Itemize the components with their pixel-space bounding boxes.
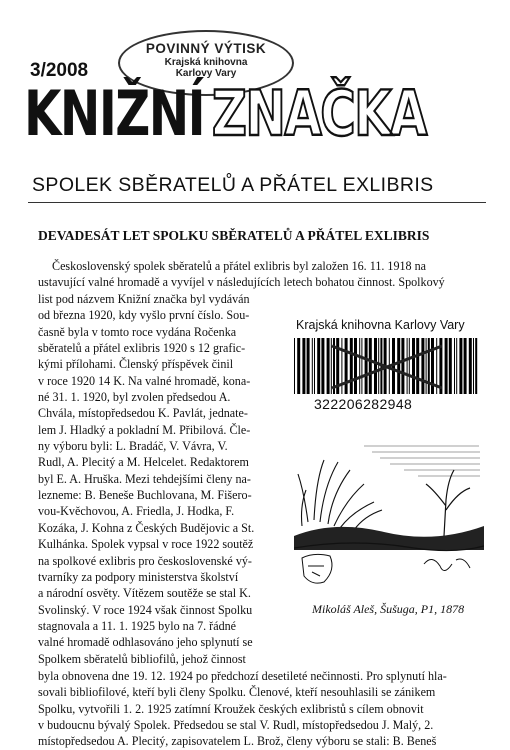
text-line: tvarníky za podpory ministerstva školství — [38, 569, 239, 584]
barcode-bar — [469, 338, 472, 394]
text-line: kými přílohami. Členský příspěvek činil — [38, 357, 234, 372]
text-line: Spolku, vytvořili 1. 2. 1925 zatímní Kroužek českých exlibristů s cílem obnovit — [38, 701, 424, 716]
text-line: ustavující valné hromadě a vyvíjel v následujících letech bohatou činnost. Spolkový — [38, 275, 445, 290]
text-line: Rudl, A. Plecitý a M. Helcelet. Redaktorem — [38, 455, 249, 470]
barcode-label — [286, 318, 486, 418]
text-line: od března 1920, kdy vyšlo první číslo. Sou- — [38, 308, 250, 323]
barcode-bar — [426, 338, 427, 394]
text-line: Kulhánka. Spolek vypsal v roce 1922 soutěž — [38, 537, 254, 552]
text-line: Spolkem sběratelů bibliofilů, jehož činnost — [38, 651, 246, 666]
text-line: sovali bibliofilové, kteří byli členy Spolku. Členové, kteří nesouhlasili se zánikem — [38, 685, 436, 700]
text-line: v budoucnu bývalý Spolek. Předsedou se stal V. Rudl, místopředsedou J. Malý, 2. — [38, 718, 434, 733]
text-line: byl E. A. Hruška. Mezi tehdejšími členy na- — [38, 471, 251, 486]
text-line: a národní osvěty. Vítězem soutěže se stal K. — [38, 586, 251, 601]
issue-number: 3/2008 — [30, 60, 89, 81]
barcode-bar — [475, 338, 477, 394]
barcode-bar — [454, 338, 455, 394]
barcode-number: 322206282948 — [314, 396, 413, 412]
article-column — [38, 291, 276, 667]
barcode-library-name: Krajská knihovna Karlovy Vary — [296, 318, 465, 332]
text-line: byla obnovena dne 19. 12. 1924 po předchozí desetileté nečinnosti. Pro splynutí hla- — [38, 669, 447, 683]
masthead-word-1: KNIŽNÍ — [24, 77, 205, 150]
barcode-bar — [407, 338, 408, 394]
text-line: Svolinský. V roce 1924 však činnost Spolku — [38, 602, 253, 617]
barcode-bar — [317, 338, 320, 394]
text-line: sběratelů a přátel exlibris 1920 s 12 grafic- — [38, 341, 246, 356]
text-line: na spolkové exlibris pro československé vý- — [38, 553, 252, 568]
barcode-bar — [456, 338, 457, 394]
text-line: vou-Kvěchovou, A. Friedla, J. Hodka, F. — [38, 504, 235, 519]
article-continuation — [38, 668, 478, 750]
text-line: stagnovala a 11. 1. 1925 bylo na 7. řádné — [38, 618, 237, 633]
ex-libris-illustration — [294, 440, 484, 598]
text-line: list pod názvem Knižní značka byl vydáván — [38, 292, 250, 306]
stamp-line-3: Karlovy Vary — [175, 68, 237, 79]
masthead-title — [24, 74, 426, 154]
text-line: Kozáka, J. Kohna z Českých Budějovic a St. — [38, 520, 255, 535]
barcode-bar — [369, 338, 372, 394]
text-line: lem J. Hladký a pokladní M. Přibilová. Čle- — [38, 422, 251, 437]
barcode-bar — [374, 338, 377, 394]
barcode-bar — [428, 338, 430, 394]
text-line: v roce 1920 14 K. Na valné hromadě, kona- — [38, 373, 251, 388]
barcode-bar — [297, 338, 300, 394]
barcode-bar — [445, 338, 448, 394]
barcode-bar — [345, 338, 348, 394]
barcode-bar — [397, 338, 400, 394]
text-line: ny výboru byli: L. Bradáč, V. Vávra, V. — [38, 439, 228, 454]
article-intro — [38, 258, 478, 291]
barcode-bar — [359, 338, 360, 394]
illustration-caption: Mikoláš Aleš, Šušuga, P1, 1878 — [312, 602, 465, 616]
masthead-divider — [28, 202, 486, 203]
barcode-bars — [292, 338, 482, 394]
barcode-bar — [421, 338, 424, 394]
text-line: lezneme: B. Beneše Buchlovana, M. Fišero- — [38, 488, 252, 503]
text-line: valné hromadě odhlasováno jeho splynutí se — [38, 635, 253, 650]
barcode-bar — [365, 338, 368, 394]
barcode-bar — [412, 338, 415, 394]
masthead-subtitle: SPOLEK SBĚRATELŮ A PŘÁTEL EXLIBRIS — [32, 174, 434, 196]
barcode-bar — [321, 338, 324, 394]
barcode-bar — [314, 338, 315, 394]
barcode-bar — [464, 338, 467, 394]
masthead-word-2: ZNAČKA — [211, 77, 426, 150]
barcode-bar — [327, 338, 330, 394]
barcode-bar — [416, 338, 419, 394]
text-line: místopředsedou A. Plecitý, zapisovatelem L. Brož, členy výboru se stali: B. Beneš — [38, 734, 437, 749]
barcode-bar — [459, 338, 462, 394]
barcode-bar — [331, 338, 332, 394]
barcode-bar — [378, 338, 379, 394]
barcode-bar — [312, 338, 313, 394]
barcode-bar — [307, 338, 310, 394]
text-line: časně byla v tomto roce vydána Ročenka — [38, 324, 237, 339]
barcode-bar — [354, 338, 357, 394]
stamp-line-2: Krajská knihovna — [164, 57, 248, 68]
text-line: né 31. 1. 1920, byl zvolen předsedou A. — [38, 390, 231, 405]
barcode-bar — [350, 338, 353, 394]
barcode-bar — [294, 338, 295, 394]
barcode-bar — [361, 338, 362, 394]
text-line: Chvála, místopředsedou K. Pavlát, jednate- — [38, 406, 248, 421]
barcode-bar — [449, 338, 452, 394]
barcode-bar — [401, 338, 404, 394]
barcode-bar — [409, 338, 410, 394]
article-heading: DEVADESÁT LET SPOLKU SBĚRATELŮ A PŘÁTEL EXLIBRIS — [38, 228, 430, 243]
barcode-bar — [473, 338, 474, 394]
stamp-line-1: POVINNÝ VÝTISK — [145, 41, 267, 56]
barcode-bar — [302, 338, 305, 394]
text-line: Československý spolek sběratelů a přátel exlibris byl založen 16. 11. 1918 na — [52, 259, 427, 273]
